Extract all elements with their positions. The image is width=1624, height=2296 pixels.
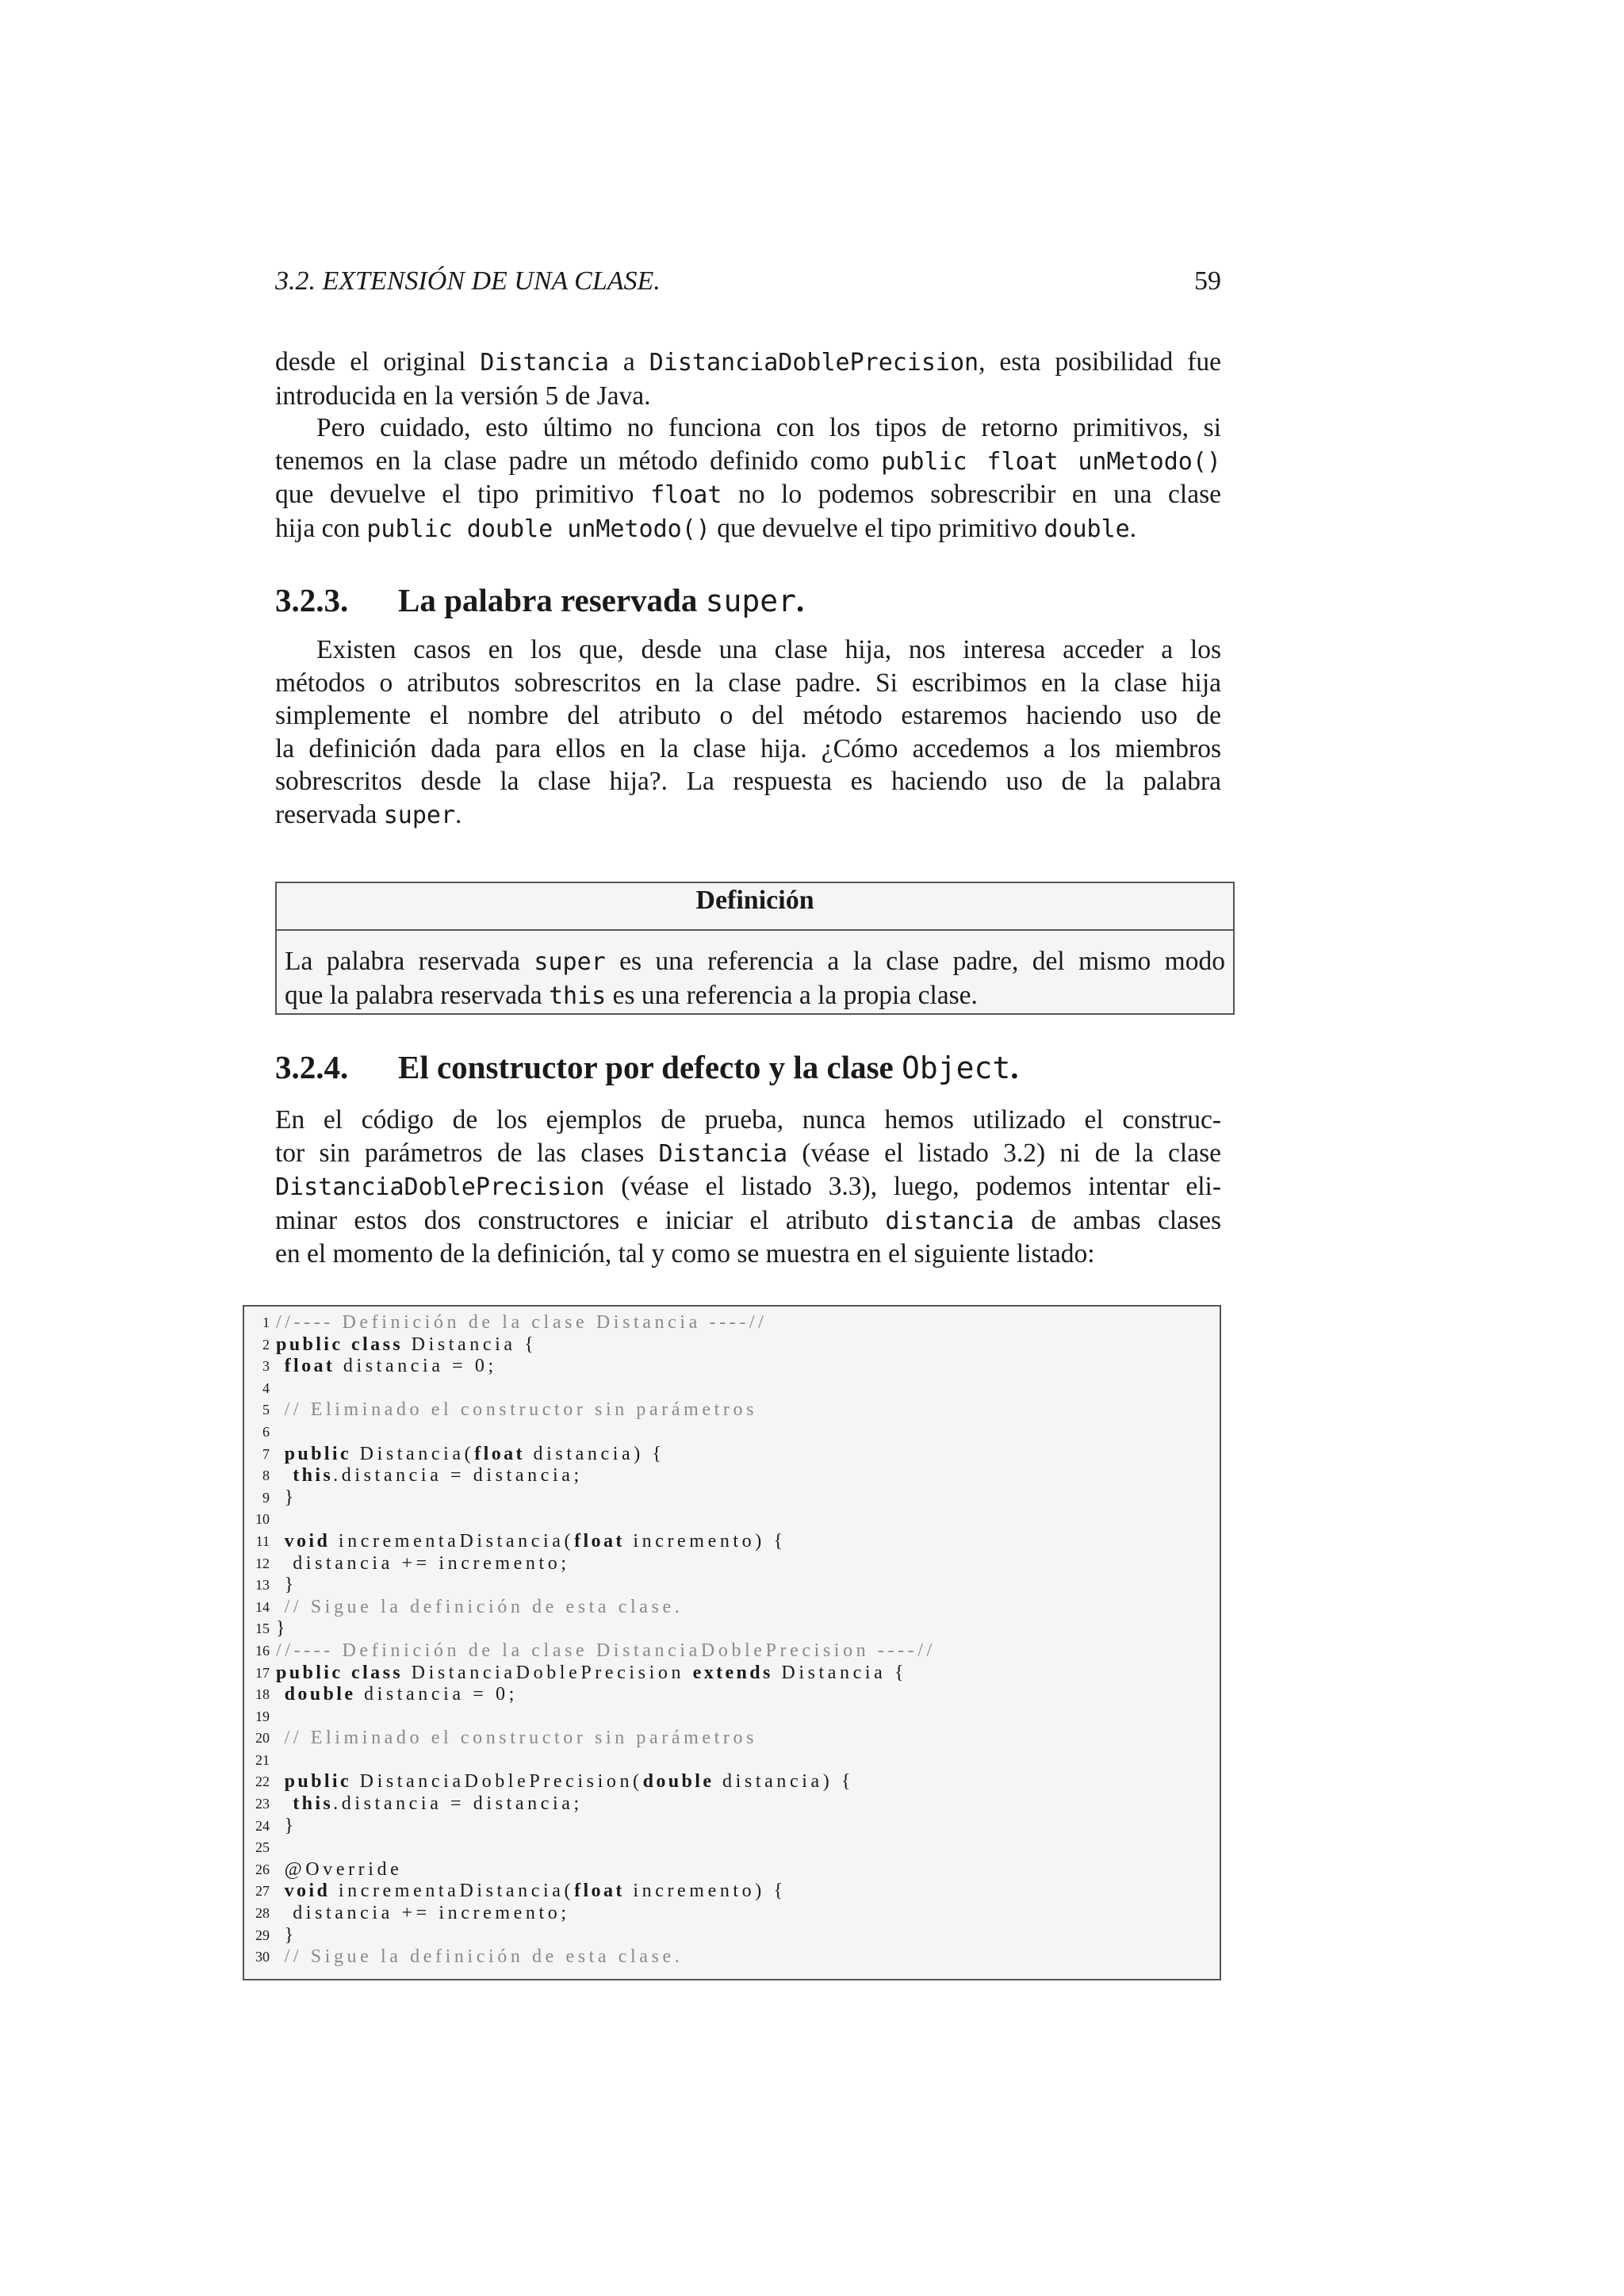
text-run: hija con (275, 513, 367, 543)
page-number: 59 (1194, 266, 1221, 296)
code-token (276, 1881, 285, 1901)
text-run: a (608, 347, 649, 377)
section-title-code: super (705, 584, 796, 618)
code-comment: //---- Definición de la clase DistanciaDoblePrecision ----// (276, 1640, 936, 1661)
text-run: La palabra reservada (285, 947, 534, 976)
text-line (275, 1104, 1221, 1137)
section-title-tail: . (796, 582, 805, 618)
text-run: (véase el listado 3.2) ni de la clase (787, 1138, 1222, 1168)
inline-code: Distancia (658, 1139, 788, 1168)
code-keyword: float (574, 1881, 625, 1902)
text-run: (véase el listado 3.3), luego, podemos intentar eli- (604, 1172, 1221, 1201)
code-token: DistanciaDoblePrecision( (351, 1771, 643, 1793)
running-head (275, 266, 1221, 297)
text-run: Existen casos en los que, desde una clase hija, nos interesa acceder a los (316, 635, 1221, 664)
code-keyword: double (642, 1771, 714, 1793)
text-line (275, 512, 1221, 546)
text-line (275, 765, 1221, 798)
code-keyword: void (284, 1881, 331, 1902)
text-line (275, 1170, 1221, 1204)
code-line (243, 1640, 1218, 1663)
code-token (276, 1684, 285, 1705)
code-line-number: 7 (262, 1445, 270, 1462)
definition-title: Definición (695, 886, 814, 915)
text-run: En el código de los ejemplos de prueba, nunca hemos utilizado el construc- (275, 1105, 1221, 1135)
code-line-text (276, 1903, 570, 1925)
code-line-number: 24 (255, 1817, 270, 1834)
text-line (275, 346, 1221, 380)
code-line-text (276, 1334, 537, 1357)
code-line-text (276, 1881, 787, 1903)
code-comment: // Sigue la definición de esta clase. (276, 1596, 684, 1617)
code-line (243, 1597, 1218, 1619)
inline-code: public double unMetodo() (366, 515, 710, 543)
code-token: @Override (276, 1858, 403, 1880)
code-line-text (276, 1553, 570, 1575)
text-run: reservada (275, 799, 384, 829)
code-line (243, 1422, 1218, 1444)
code-line-number: 12 (255, 1555, 270, 1571)
code-line (243, 1859, 1218, 1881)
code-token: incremento) { (624, 1530, 787, 1552)
section-number: 3.2.3. (275, 582, 349, 618)
code-comment: // Eliminado el constructor sin parámetros (276, 1399, 758, 1421)
text-run: que devuelve el tipo primitivo (275, 480, 651, 509)
paragraph (275, 346, 1221, 412)
code-line (243, 1487, 1218, 1510)
code-keyword: public (284, 1443, 352, 1464)
code-token (276, 1356, 285, 1376)
text-run: en el momento de la definición, tal y como se muestra en el siguiente listado: (275, 1239, 1095, 1269)
code-keyword: this (293, 1793, 334, 1815)
code-line (243, 1465, 1218, 1487)
code-line-number: 17 (255, 1664, 270, 1681)
code-token: distancia += incremento; (276, 1552, 570, 1574)
code-token: incrementaDistancia( (330, 1881, 575, 1902)
code-line-number: 2 (262, 1336, 270, 1353)
inline-code: DistanciaDoblePrecision (649, 349, 979, 377)
paragraph (275, 1104, 1221, 1271)
section-title-code: Object (902, 1050, 1011, 1085)
text-line (275, 1137, 1221, 1171)
code-token: Distancia { (772, 1662, 908, 1683)
code-line (243, 1706, 1218, 1728)
code-token: distancia) { (524, 1443, 665, 1464)
code-token: distancia) { (714, 1771, 855, 1793)
code-line-number: 9 (262, 1489, 270, 1506)
code-line-number: 13 (255, 1577, 270, 1594)
code-line-number: 1 (262, 1314, 270, 1330)
code-line (243, 1771, 1218, 1793)
code-line-text (276, 1925, 297, 1947)
section-title: El constructor por defecto y la clase (398, 1049, 902, 1085)
code-comment: // Eliminado el constructor sin parámetros (276, 1728, 758, 1749)
code-line-number: 10 (255, 1511, 270, 1528)
code-line-text (276, 1771, 854, 1793)
code-line-text (276, 1312, 767, 1334)
code-token: } (276, 1618, 289, 1640)
code-keyword: this (293, 1465, 334, 1487)
code-line-text (276, 1816, 297, 1838)
text-run: , esta posibilidad fue (979, 347, 1222, 377)
code-line-number: 23 (255, 1796, 270, 1812)
text-line (275, 445, 1221, 479)
code-line-number: 8 (262, 1468, 270, 1484)
code-line (243, 1618, 1218, 1640)
text-run: desde el original (275, 347, 481, 377)
code-token: DistanciaDoblePrecision (403, 1662, 693, 1683)
text-run: que devuelve el tipo primitivo (710, 513, 1044, 543)
code-line-number: 21 (255, 1751, 270, 1768)
code-keyword: float (284, 1356, 335, 1377)
section-number: 3.2.4. (275, 1049, 349, 1085)
code-line-text (276, 1859, 402, 1881)
code-line-number: 15 (255, 1621, 270, 1637)
text-run: es una referencia a la propia clase. (606, 980, 978, 1010)
code-keyword: void (284, 1530, 331, 1552)
paragraph (275, 633, 1221, 832)
section-title: La palabra reservada (398, 582, 706, 618)
code-line-text (276, 1640, 936, 1663)
code-keyword: public (276, 1662, 343, 1683)
code-line-text (276, 1487, 297, 1510)
code-line-number: 25 (255, 1839, 270, 1856)
inline-code: this (548, 982, 607, 1010)
code-line-text (276, 1728, 757, 1750)
section-heading-3-2-3 (275, 581, 804, 619)
code-token (343, 1334, 351, 1355)
text-line (275, 733, 1221, 766)
text-line (285, 979, 1225, 1013)
code-token: } (276, 1575, 297, 1596)
code-comment: //---- Definición de la clase Distancia ----// (276, 1312, 768, 1333)
inline-code: distancia (885, 1207, 1014, 1235)
code-line (243, 1334, 1218, 1357)
code-line-text (276, 1618, 289, 1640)
code-line-number: 14 (255, 1598, 270, 1615)
text-run: introducida en la versión 5 de Java. (275, 381, 651, 411)
definition-divider (275, 929, 1235, 931)
text-run: . (1129, 513, 1137, 543)
code-line-number: 27 (255, 1883, 270, 1900)
text-run: de ambas clases (1013, 1205, 1221, 1235)
section-heading-3-2-4 (275, 1048, 1019, 1086)
code-line-text (276, 1575, 297, 1597)
code-line-text (276, 1684, 518, 1706)
inline-code: double (1044, 515, 1130, 543)
text-run: Pero cuidado, esto último no funciona con los tipos de retorno primitivos, si (316, 413, 1221, 442)
code-token (276, 1444, 285, 1464)
code-line-text (276, 1399, 757, 1422)
code-line-text (276, 1793, 583, 1816)
running-head-section: 3.2. EXTENSIÓN DE UNA CLASE. (275, 266, 661, 296)
text-run: sobrescritos desde la clase hija?. La respuesta es haciendo uso de la palabra (275, 767, 1221, 796)
code-line (243, 1444, 1218, 1466)
code-line (243, 1903, 1218, 1925)
code-line (243, 1750, 1218, 1772)
code-line (243, 1881, 1218, 1903)
code-line (243, 1312, 1218, 1334)
code-token: } (276, 1487, 297, 1508)
code-keyword: double (284, 1684, 356, 1705)
code-token: Distancia { (403, 1334, 538, 1355)
code-line (243, 1663, 1218, 1685)
code-line-number: 19 (255, 1708, 270, 1724)
text-run: . (455, 799, 462, 829)
code-line-number: 5 (262, 1402, 270, 1418)
text-run: que la palabra reservada (285, 980, 549, 1010)
code-token (276, 1465, 293, 1486)
code-line-number: 20 (255, 1730, 270, 1747)
code-line-number: 11 (255, 1533, 270, 1549)
inline-code: super (534, 948, 606, 976)
code-line-number: 4 (262, 1380, 270, 1396)
text-line (275, 667, 1221, 700)
text-line (275, 1204, 1221, 1238)
code-token: distancia = 0; (355, 1684, 518, 1705)
code-line-number: 16 (255, 1642, 270, 1659)
inline-code: super (383, 801, 456, 829)
code-line-number: 6 (262, 1423, 270, 1440)
text-line (275, 1238, 1221, 1271)
code-keyword: extends (692, 1662, 773, 1683)
code-token (343, 1663, 351, 1683)
code-line (243, 1509, 1218, 1531)
code-keyword: public (284, 1771, 352, 1793)
code-token: } (276, 1815, 297, 1836)
code-line-text (276, 1356, 497, 1378)
code-line (243, 1356, 1218, 1378)
code-line-text (276, 1444, 665, 1466)
code-line-text (276, 1465, 583, 1487)
code-line-number: 28 (255, 1905, 270, 1922)
text-run: métodos o atributos sobrescritos en la clase padre. Si escribimos en la clase hija (275, 668, 1221, 698)
definition-body (285, 945, 1225, 1012)
code-line-number: 26 (255, 1861, 270, 1877)
code-line (243, 1684, 1218, 1706)
code-line (243, 1399, 1218, 1422)
code-line-text (276, 1531, 787, 1553)
code-keyword: float (474, 1443, 525, 1464)
code-line (243, 1946, 1218, 1969)
code-token: distancia = 0; (335, 1356, 497, 1377)
text-run: la definición dada para ellos en la clase hija. ¿Cómo accedemos a los miembros (275, 733, 1221, 763)
text-run: minar estos dos constructores e iniciar el atributo (275, 1205, 886, 1235)
paragraph (275, 411, 1221, 545)
code-line (243, 1575, 1218, 1597)
text-line (275, 478, 1221, 512)
code-token: .distancia = distancia; (333, 1465, 583, 1487)
code-keyword: public (276, 1334, 343, 1355)
code-keyword: class (351, 1334, 404, 1355)
code-token: distancia += incremento; (276, 1903, 570, 1924)
code-token (276, 1793, 293, 1814)
code-token (276, 1771, 285, 1792)
inline-code: float (650, 481, 722, 509)
code-line-number: 3 (262, 1358, 270, 1375)
section-title-tail: . (1010, 1049, 1019, 1085)
text-run: tenemos en la clase padre un método definido como (275, 446, 882, 476)
code-token: Distancia( (351, 1443, 475, 1464)
code-line-number: 29 (255, 1927, 270, 1943)
code-token: .distancia = distancia; (333, 1793, 583, 1815)
code-line (243, 1378, 1218, 1400)
code-line (243, 1925, 1218, 1947)
code-listing (243, 1312, 1218, 1969)
text-run: no lo podemos sobrescribir en una clase (722, 480, 1221, 509)
code-line-text (276, 1663, 907, 1685)
code-keyword: float (574, 1530, 625, 1552)
code-line (243, 1837, 1218, 1859)
code-line (243, 1816, 1218, 1838)
code-line-number: 30 (255, 1949, 270, 1965)
code-token: } (276, 1924, 297, 1946)
text-run: tor sin parámetros de las clases (275, 1138, 659, 1168)
inline-code: Distancia (480, 349, 609, 377)
inline-code: DistanciaDoblePrecision (275, 1173, 605, 1201)
text-line (275, 798, 1221, 832)
code-keyword: class (351, 1662, 404, 1683)
inline-code: public float unMetodo() (881, 447, 1221, 476)
code-line-text (276, 1597, 683, 1619)
code-comment: // Sigue la definición de esta clase. (276, 1946, 684, 1968)
code-line-text (276, 1946, 683, 1969)
text-line (275, 380, 1221, 413)
code-line-number: 18 (255, 1686, 270, 1703)
text-line (285, 945, 1225, 979)
text-run: es una referencia a la clase padre, del mismo modo (605, 947, 1225, 976)
text-run: simplemente el nombre del atributo o del método estaremos haciendo uso de (275, 701, 1221, 730)
text-line (275, 633, 1221, 667)
code-line-number: 22 (255, 1774, 270, 1790)
code-line (243, 1553, 1218, 1575)
text-line (275, 411, 1221, 445)
code-line (243, 1728, 1218, 1750)
code-token: incrementaDistancia( (330, 1530, 575, 1552)
code-token: incremento) { (624, 1881, 787, 1902)
code-line (243, 1531, 1218, 1553)
text-line (275, 699, 1221, 733)
code-token (276, 1531, 285, 1552)
code-line (243, 1793, 1218, 1816)
